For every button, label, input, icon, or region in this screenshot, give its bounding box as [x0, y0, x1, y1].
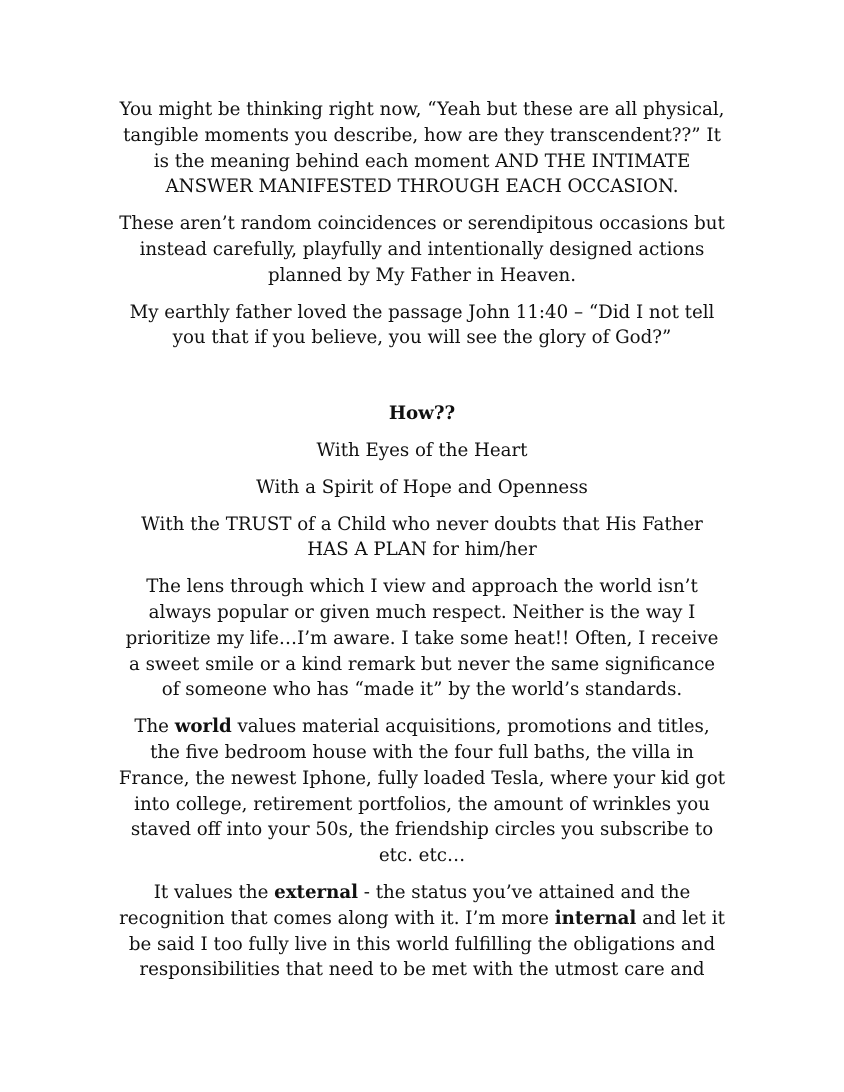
- text-line: etc. etc…: [378, 845, 466, 867]
- paragraph-transcendent: [92, 97, 752, 200]
- paragraph-world-values: [92, 714, 752, 869]
- text-line: [92, 906, 752, 932]
- paragraph-spirit-of-hope: With a Spirit of Hope and Openness: [256, 476, 588, 498]
- paragraph-external-internal: [92, 880, 752, 983]
- section-heading: How??: [388, 403, 456, 425]
- text-line: ANSWER MANIFESTED THROUGH EACH OCCASION.: [165, 176, 679, 198]
- text-line: staved off into your 50s, the friendship circles you subscribe to: [130, 819, 714, 841]
- text-line: be said I too fully live in this world fulfilling the obligations and: [128, 933, 716, 955]
- text-line: [92, 714, 752, 740]
- document-page: [92, 97, 752, 994]
- text-line: prioritize my life…I’m aware. I take some heat!! Often, I receive: [125, 627, 719, 649]
- paragraph-coincidences: [92, 211, 752, 288]
- text-line: With the TRUST of a Child who never doubts that His Father: [141, 513, 703, 535]
- text-line: [92, 880, 752, 906]
- emphasis-external: external: [274, 881, 359, 903]
- text-line: My earthly father loved the passage John 11:40 – “Did I not tell: [129, 301, 715, 323]
- text-segment: It values the: [153, 881, 275, 903]
- text-segment: and let it: [636, 907, 725, 929]
- text-line: France, the newest Iphone, fully loaded Tesla, where your kid got: [118, 767, 726, 789]
- text-line: planned by My Father in Heaven.: [267, 264, 577, 286]
- text-segment: values material acquisitions, promotions and titles,: [231, 716, 710, 738]
- text-line: into college, retirement portfolios, the amount of wrinkles you: [134, 793, 710, 815]
- paragraph-lens: [92, 574, 752, 703]
- text-line: responsibilities that need to be met with the utmost care and: [139, 959, 705, 981]
- text-line: The lens through which I view and approach the world isn’t: [146, 576, 698, 598]
- paragraph-eyes-of-heart: With Eyes of the Heart: [316, 439, 528, 461]
- paragraph-trust-of-child: [92, 512, 752, 564]
- text-line: you that if you believe, you will see the glory of God?”: [172, 327, 672, 349]
- emphasis-internal: internal: [554, 907, 637, 929]
- text-segment: - the status you’ve attained and the: [358, 881, 691, 903]
- text-line: a sweet smile or a kind remark but never the same significance: [128, 653, 716, 675]
- text-line: You might be thinking right now, “Yeah but these are all physical,: [119, 99, 725, 120]
- text-line: instead carefully, playfully and intentionally designed actions: [139, 238, 705, 260]
- text-line: tangible moments you describe, how are they transcendent??” It: [123, 124, 721, 146]
- text-segment: recognition that comes along with it. I’m more: [119, 907, 555, 929]
- text-line: is the meaning behind each moment AND THE INTIMATE: [153, 150, 691, 172]
- paragraph-scripture: [92, 300, 752, 352]
- text-line: HAS A PLAN for him/her: [307, 539, 537, 561]
- emphasis-world: world: [174, 716, 232, 738]
- text-line: of someone who has “made it” by the world’s standards.: [161, 679, 683, 701]
- text-line: These aren’t random coincidences or serendipitous occasions but: [119, 213, 725, 235]
- text-line: the five bedroom house with the four full baths, the villa in: [150, 741, 694, 763]
- text-segment: The: [134, 716, 175, 738]
- text-line: always popular or given much respect. Neither is the way I: [148, 601, 696, 623]
